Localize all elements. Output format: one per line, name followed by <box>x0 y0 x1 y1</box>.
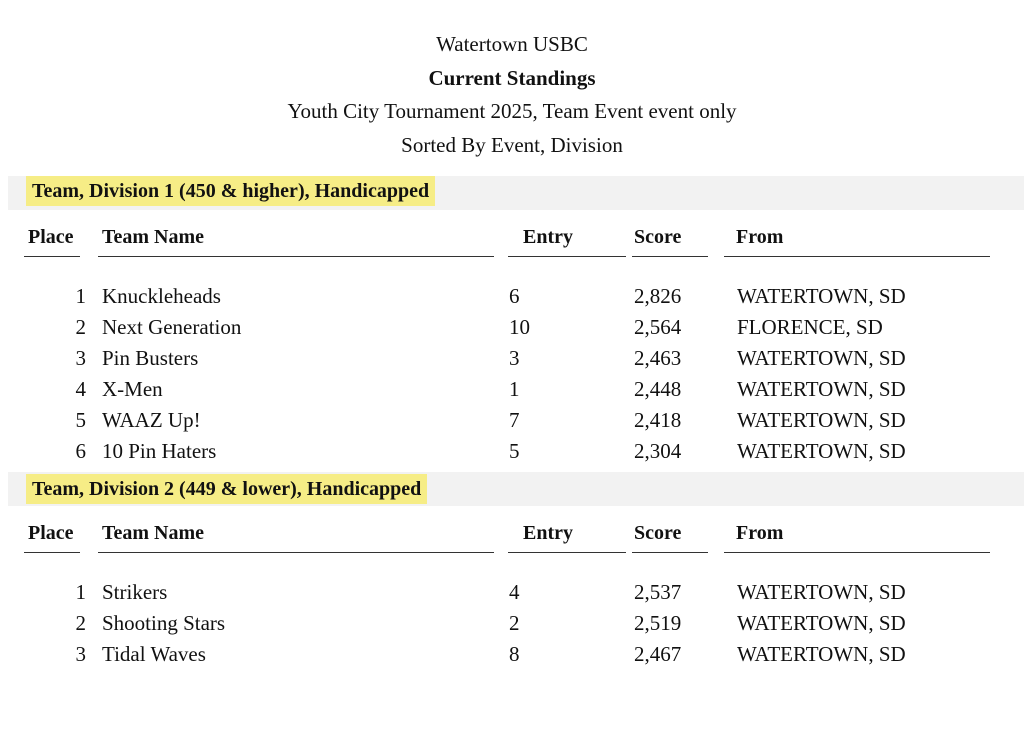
divider <box>632 552 708 553</box>
col-team-name: Team Name <box>102 226 205 248</box>
divider <box>724 552 990 553</box>
score-cell: 2,304 <box>634 439 682 463</box>
place-cell: 2 <box>75 315 86 339</box>
place-cell: 3 <box>75 346 86 370</box>
divider <box>24 552 80 553</box>
divider <box>508 256 626 257</box>
team-cell: WAAZ Up! <box>102 408 201 432</box>
score-cell: 2,537 <box>634 580 682 604</box>
team-cell: Knuckleheads <box>102 284 221 308</box>
divider <box>632 256 708 257</box>
col-from: From <box>736 522 784 544</box>
col-team-name: Team Name <box>102 522 205 544</box>
place-cell: 6 <box>75 439 86 463</box>
from-cell: WATERTOWN, SD <box>737 408 906 432</box>
place-cell: 4 <box>75 377 86 401</box>
place-cell: 3 <box>75 642 86 666</box>
entry-cell: 2 <box>509 611 520 635</box>
entry-cell: 5 <box>509 439 520 463</box>
entry-cell: 10 <box>509 315 530 339</box>
col-from: From <box>736 226 784 248</box>
entry-cell: 6 <box>509 284 520 308</box>
score-cell: 2,463 <box>634 346 682 370</box>
team-cell: X-Men <box>102 377 163 401</box>
from-cell: WATERTOWN, SD <box>737 611 906 635</box>
col-score: Score <box>634 522 682 544</box>
division-title: Team, Division 1 (450 & higher), Handicapped <box>26 176 435 206</box>
division-title: Team, Division 2 (449 & lower), Handicapped <box>26 474 427 504</box>
from-cell: FLORENCE, SD <box>737 315 883 339</box>
team-cell: Pin Busters <box>102 346 199 370</box>
entry-cell: 3 <box>509 346 520 370</box>
score-cell: 2,826 <box>634 284 682 308</box>
sort-description: Sorted By Event, Division <box>401 133 623 157</box>
page-title: Current Standings <box>428 66 596 90</box>
from-cell: WATERTOWN, SD <box>737 284 906 308</box>
from-cell: WATERTOWN, SD <box>737 580 906 604</box>
score-cell: 2,519 <box>634 611 682 635</box>
from-cell: WATERTOWN, SD <box>737 377 906 401</box>
team-cell: Strikers <box>102 580 168 604</box>
entry-cell: 4 <box>509 580 520 604</box>
from-cell: WATERTOWN, SD <box>737 439 906 463</box>
divider <box>98 552 494 553</box>
col-score: Score <box>634 226 682 248</box>
place-cell: 5 <box>75 408 86 432</box>
divider <box>724 256 990 257</box>
score-cell: 2,564 <box>634 315 682 339</box>
divider <box>24 256 80 257</box>
entry-cell: 7 <box>509 408 520 432</box>
team-cell: Tidal Waves <box>102 642 206 666</box>
entry-cell: 8 <box>509 642 520 666</box>
place-cell: 1 <box>75 580 86 604</box>
col-place: Place <box>28 522 74 544</box>
team-cell: Next Generation <box>102 315 242 339</box>
team-cell: Shooting Stars <box>102 611 226 635</box>
entry-cell: 1 <box>509 377 520 401</box>
score-cell: 2,418 <box>634 408 682 432</box>
divider <box>508 552 626 553</box>
score-cell: 2,448 <box>634 377 682 401</box>
from-cell: WATERTOWN, SD <box>737 346 906 370</box>
org-name: Watertown USBC <box>436 32 588 56</box>
score-cell: 2,467 <box>634 642 682 666</box>
col-place: Place <box>28 226 74 248</box>
col-entry: Entry <box>523 522 573 544</box>
place-cell: 1 <box>75 284 86 308</box>
place-cell: 2 <box>75 611 86 635</box>
divider <box>98 256 494 257</box>
from-cell: WATERTOWN, SD <box>737 642 906 666</box>
team-cell: 10 Pin Haters <box>102 439 217 463</box>
col-entry: Entry <box>523 226 573 248</box>
tournament-name: Youth City Tournament 2025, Team Event event only <box>287 99 737 123</box>
